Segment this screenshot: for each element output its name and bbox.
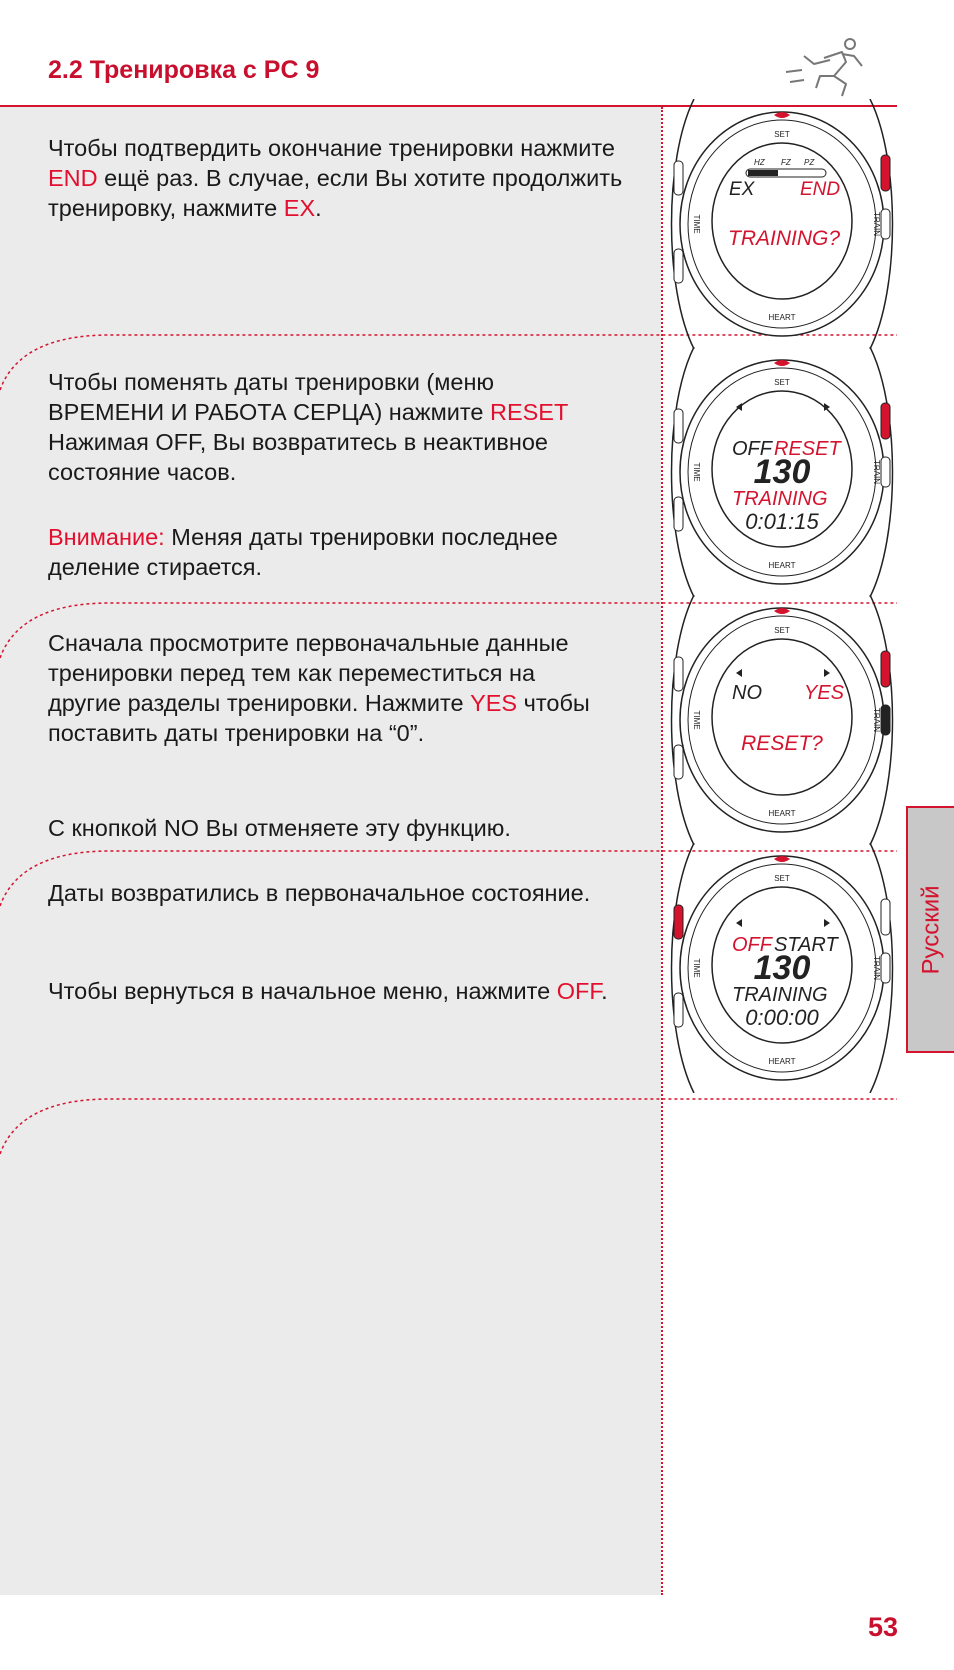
set-label: SET bbox=[774, 626, 790, 635]
watch-yes: YES bbox=[804, 682, 845, 704]
content-panel bbox=[0, 107, 661, 1595]
highlight-text: EX bbox=[283, 195, 316, 221]
section-3-note bbox=[48, 813, 608, 843]
time-label: TIME bbox=[692, 214, 701, 234]
set-label: SET bbox=[774, 130, 790, 139]
body-text: Меняя даты тренировки последнее деление стирается. bbox=[48, 524, 558, 580]
body-text: ещё раз. В случае, если Вы хотите продолжить тренировку, нажмите bbox=[48, 165, 623, 221]
watch-display-start bbox=[664, 843, 900, 1093]
section-3-text bbox=[48, 628, 608, 748]
watch-reset: RESET bbox=[774, 438, 841, 460]
watch-display-reset-confirm bbox=[664, 595, 900, 845]
watch-training-label: TRAINING bbox=[732, 488, 828, 510]
body-text: Даты возвратились в первоначальное состояние. bbox=[48, 880, 591, 906]
watch-ex: EX bbox=[729, 179, 755, 200]
watch-heart-rate: 130 bbox=[753, 949, 811, 987]
train-label: TRAIN bbox=[872, 708, 881, 732]
watch-training-prompt: TRAINING? bbox=[728, 227, 841, 250]
watch-time: 0:00:00 bbox=[745, 1005, 819, 1030]
body-text: Нажимая OFF, Вы возвратитесь в неактивное состояние часов. bbox=[48, 429, 548, 485]
highlight-text: OFF bbox=[556, 978, 602, 1004]
language-label: Русский bbox=[918, 884, 945, 975]
page-number: 53 bbox=[867, 1612, 898, 1642]
body-text: Чтобы подтвердить окончание тренировки нажмите bbox=[48, 135, 615, 161]
section-4-text bbox=[48, 878, 608, 908]
watch-no: NO bbox=[732, 682, 762, 704]
body-text: чтобы поставить даты тренировки на “0”. bbox=[48, 690, 590, 746]
highlight-text: YES bbox=[470, 690, 518, 716]
heart-label: HEART bbox=[768, 1057, 796, 1066]
zone-pz: PZ bbox=[804, 158, 815, 167]
zone-fz: FZ bbox=[781, 158, 791, 167]
section-2-warning bbox=[48, 522, 588, 582]
watch-display-end-training bbox=[664, 99, 900, 349]
language-tab bbox=[906, 806, 954, 1053]
heart-label: HEART bbox=[768, 313, 796, 322]
watch-off: OFF bbox=[732, 438, 772, 460]
watch-reset-prompt: RESET? bbox=[741, 732, 823, 755]
time-label: TIME bbox=[692, 710, 701, 730]
highlight-text: END bbox=[48, 165, 98, 191]
body-text: С кнопкой NO Вы отменяете эту функцию. bbox=[48, 815, 511, 841]
watch-time: 0:01:15 bbox=[745, 509, 819, 534]
body-text: . bbox=[315, 195, 322, 221]
watch-off: OFF bbox=[732, 934, 772, 956]
time-label: TIME bbox=[692, 462, 701, 482]
time-label: TIME bbox=[692, 958, 701, 978]
train-label: TRAIN bbox=[872, 460, 881, 484]
heart-label: HEART bbox=[768, 809, 796, 818]
section-4-return bbox=[48, 976, 608, 1006]
watch-training-label: TRAINING bbox=[732, 984, 828, 1006]
section-2-text bbox=[48, 367, 588, 487]
page-title: 2.2 Тренировка с PC 9 bbox=[48, 56, 320, 84]
train-label: TRAIN bbox=[872, 212, 881, 236]
highlight-text: Внимание: bbox=[48, 524, 165, 550]
watch-display-reset bbox=[664, 347, 900, 597]
set-label: SET bbox=[774, 378, 790, 387]
zone-hz: HZ bbox=[754, 158, 765, 167]
train-label: TRAIN bbox=[872, 956, 881, 980]
body-text: Сначала просмотрите первоначальные данные тренировки перед тем как переместиться на другие разделы тренировки. Нажмите bbox=[48, 630, 569, 716]
body-text: Чтобы поменять даты тренировки (меню ВРЕМЕНИ И РАБОТА СЕРЦА) нажмите bbox=[48, 369, 495, 425]
watch-heart-rate: 130 bbox=[753, 453, 811, 491]
column-divider bbox=[661, 107, 663, 1595]
watch-start: START bbox=[774, 934, 838, 956]
section-1-text bbox=[48, 133, 638, 223]
set-label: SET bbox=[774, 874, 790, 883]
highlight-text: RESET bbox=[489, 399, 568, 425]
body-text: Чтобы вернуться в начальное меню, нажмите bbox=[48, 978, 557, 1004]
running-man-icon bbox=[780, 32, 870, 102]
watch-end: END bbox=[800, 179, 841, 200]
heart-label: HEART bbox=[768, 561, 796, 570]
body-text: . bbox=[601, 978, 608, 1004]
